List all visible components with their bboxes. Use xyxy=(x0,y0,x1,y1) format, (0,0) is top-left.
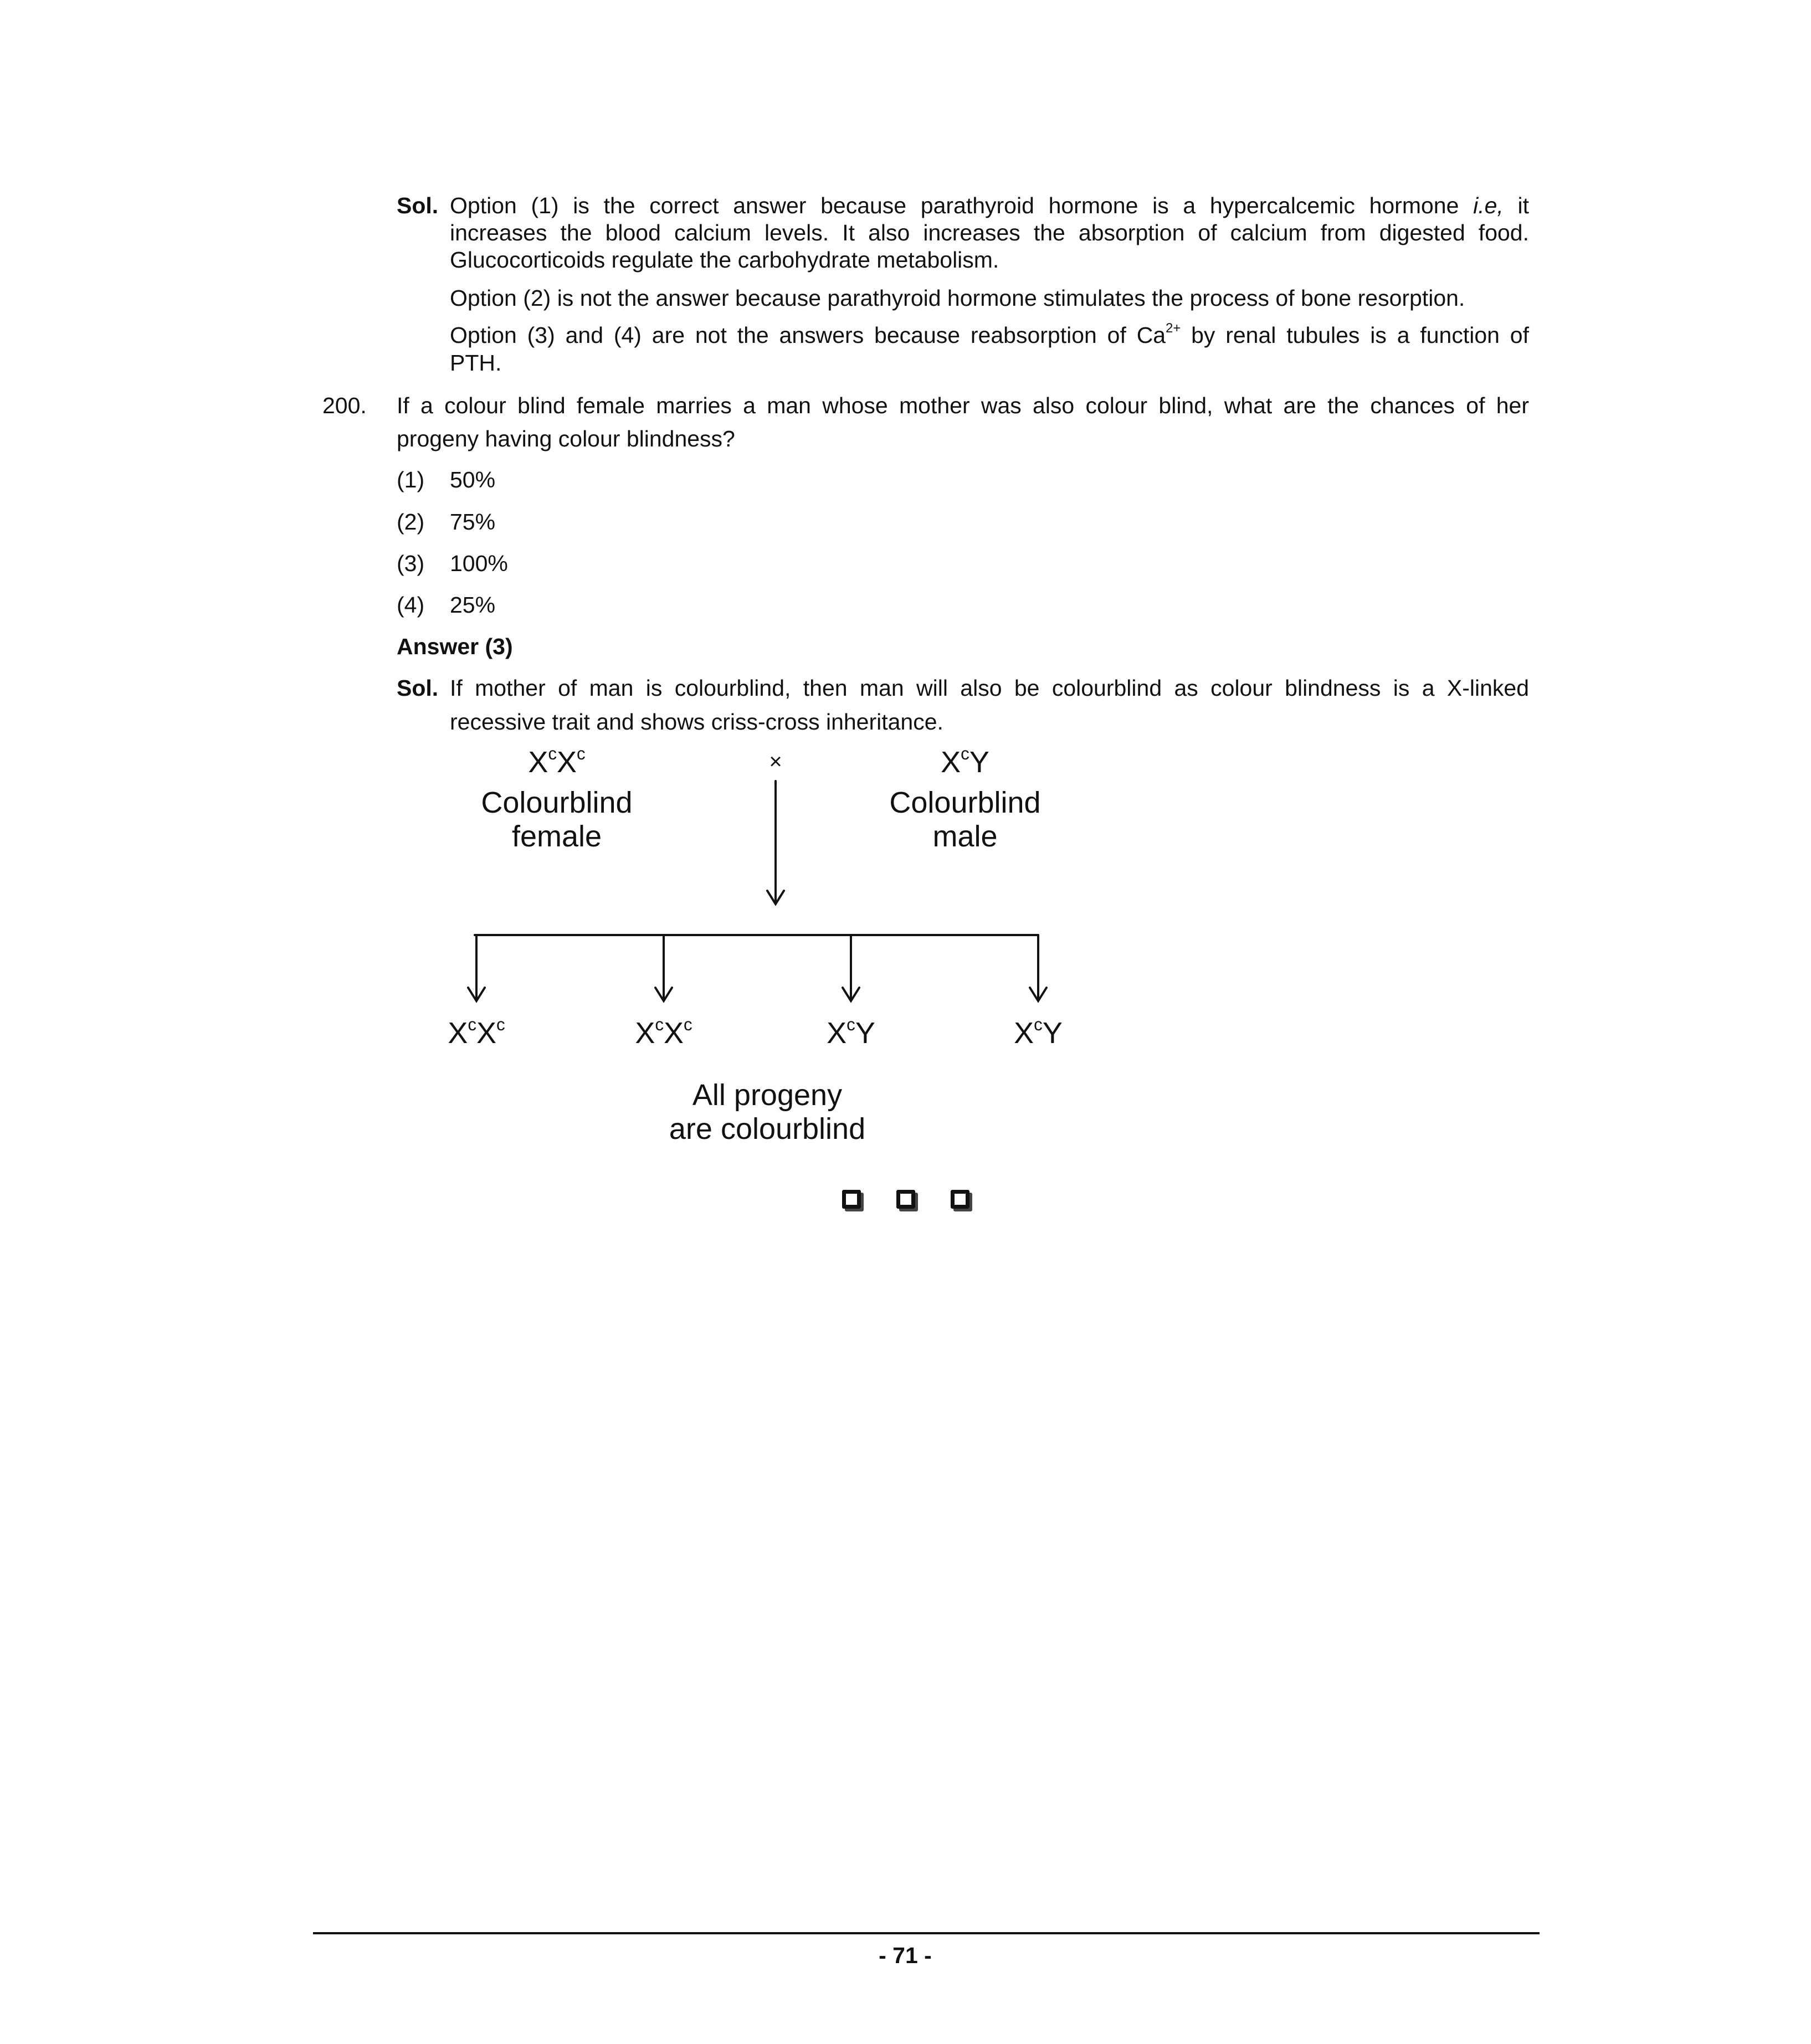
checkbox-ornament-icon xyxy=(951,1190,969,1209)
option-2-text: 75% xyxy=(450,509,496,535)
option-1: (1) xyxy=(397,467,425,492)
male-genotype: $X^cY$ xyxy=(941,744,989,779)
q199-sol-para1-line2: increases the blood calcium levels. It also increases the absorption of calcium from digested food. xyxy=(450,220,1529,245)
answer-label: Answer (3) xyxy=(397,634,513,659)
checkbox-ornament-icon xyxy=(896,1190,915,1209)
male-label-line1: Colourblind xyxy=(889,786,1041,819)
option-3: (3) xyxy=(397,551,425,576)
q199-sol-text-b: it xyxy=(1517,193,1529,218)
q200-sol-line2: recessive trait and shows criss-cross inheritance. xyxy=(450,709,943,735)
q199-sol-para3-line2: PTH. xyxy=(450,350,502,376)
q200-question-line2: progeny having colour blindness? xyxy=(397,426,735,451)
offspring-4: $X^cY$ xyxy=(1014,1015,1063,1050)
male-label-line2: male xyxy=(932,820,998,853)
checkbox-ornament-icon xyxy=(842,1190,861,1209)
conclusion-line1: All progeny xyxy=(692,1079,843,1112)
offspring-3: $X^cY$ xyxy=(827,1015,875,1050)
female-genotype: $X^cX^c$ xyxy=(528,744,586,779)
footer-rule xyxy=(313,1932,1540,1934)
offspring-1: $X^cX^c$ xyxy=(448,1015,505,1050)
q200-question-line1: If a colour blind female marries a man whose mother was also colour blind, what are the chances of her xyxy=(397,393,1529,418)
superscript: 2+ xyxy=(1166,321,1181,336)
option-1-text: 50% xyxy=(450,467,496,492)
q199-sol-para1-line3: Glucocorticoids regulate the carbohydrate metabolism. xyxy=(450,247,999,273)
q200-sol-label: Sol. xyxy=(397,675,439,701)
q200-sol-line1: If mother of man is colourblind, then man will also be colourblind as colour blindness is a X-linked xyxy=(450,675,1529,701)
female-label-line1: Colourblind xyxy=(481,786,633,819)
q200-number: 200. xyxy=(322,393,367,418)
q199-sol-text-a: Option (1) is the correct answer because parathyroid hormone is a hypercalcemic hormone xyxy=(450,193,1459,218)
cross-symbol: × xyxy=(769,749,782,774)
page-number: - 71 - xyxy=(879,1943,932,1968)
conclusion-line2: are colourblind xyxy=(669,1112,866,1146)
option-4: (4) xyxy=(397,592,425,618)
q199-sol-ie: i.e, xyxy=(1473,193,1504,218)
q199-sol-para3-b: by renal tubules is a function of xyxy=(1191,322,1529,348)
female-label-line2: female xyxy=(511,820,602,853)
q199-sol-label: Sol. xyxy=(397,193,439,218)
q199-sol-para3-a: Option (3) and (4) are not the answers because reabsorption of $Ca^{2+}$ xyxy=(450,321,1181,348)
option-4-text: 25% xyxy=(450,592,496,618)
option-3-text: 100% xyxy=(450,551,508,576)
q199-sol-para2: Option (2) is not the answer because parathyroid hormone stimulates the process of bone resorption. xyxy=(450,285,1465,311)
option-2: (2) xyxy=(397,509,425,535)
end-marker-boxes xyxy=(842,1190,986,1218)
offspring-2: $X^cX^c$ xyxy=(635,1015,692,1050)
